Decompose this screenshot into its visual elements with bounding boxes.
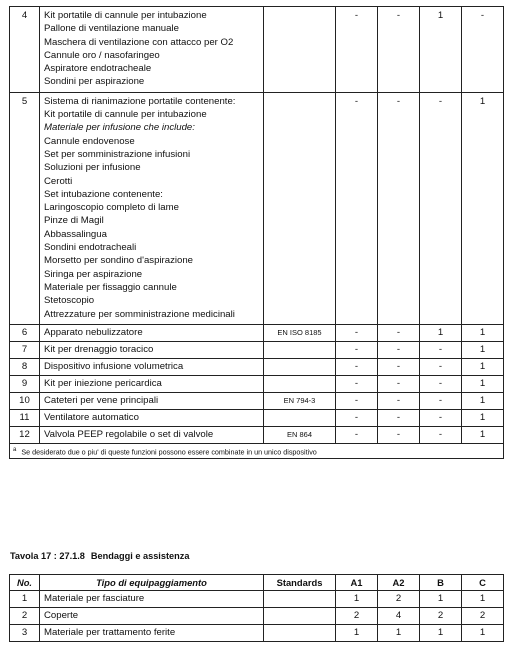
description-line: Soluzioni per infusione [44, 162, 141, 174]
row-standard [264, 341, 336, 358]
row-description: Coperte [40, 608, 264, 625]
row-description [40, 392, 264, 409]
row-standard [264, 409, 336, 426]
description-line: Attrezzature per somministrazione medicinali [44, 308, 235, 320]
table-row [10, 625, 504, 642]
row-value-a1: - [336, 409, 378, 426]
description-line: Cerotti [44, 175, 73, 187]
description-line: Cannule endovenose [44, 135, 135, 147]
table-row [10, 7, 504, 93]
description-line: Abbassalingua [44, 228, 107, 240]
equipment-table-continued [9, 6, 504, 459]
row-number: 6 [10, 324, 40, 341]
bandages-table-body [10, 591, 504, 642]
description-line: Cannule oro / nasofaringeo [44, 49, 160, 61]
row-value-c: 1 [462, 358, 504, 375]
description-line: Kit portatile di cannule per intubazione [44, 10, 207, 21]
row-value-a1: - [336, 7, 378, 93]
row-value-a2: - [378, 375, 420, 392]
row-number: 8 [10, 358, 40, 375]
description-line: Ventilatore automatico [44, 411, 139, 423]
header-standards: Standards [264, 575, 336, 591]
description-line: Kit per iniezione pericardica [44, 377, 162, 389]
row-standard [264, 92, 336, 324]
row-value-c: 2 [462, 608, 504, 625]
description-line: Sondini endotracheali [44, 242, 137, 254]
table-row [10, 92, 504, 324]
row-value-a2: 2 [378, 591, 420, 608]
row-value-b: - [420, 409, 462, 426]
table2-title: Tavola 17 : 27.1.8 [10, 551, 85, 561]
description-line: Set intubazione contenente: [44, 188, 163, 200]
row-value-b: 1 [420, 7, 462, 93]
row-standard [264, 7, 336, 93]
row-value-c: 1 [462, 426, 504, 443]
table-row [10, 409, 504, 426]
description-line: Maschera di ventilazione con attacco per O2 [44, 36, 234, 48]
description-line: Apparato nebulizzatore [44, 326, 143, 338]
row-standard: EN ISO 8185 [264, 324, 336, 341]
row-value-a1: - [336, 358, 378, 375]
table-row [10, 591, 504, 608]
row-value-a1: - [336, 341, 378, 358]
table-row [10, 358, 504, 375]
row-value-a2: - [378, 358, 420, 375]
row-value-b: - [420, 392, 462, 409]
table-row [10, 324, 504, 341]
row-number: 1 [10, 591, 40, 608]
row-value-a1: - [336, 92, 378, 324]
row-standard [264, 608, 336, 625]
row-number: 10 [10, 392, 40, 409]
row-description [40, 324, 264, 341]
row-value-a2: - [378, 92, 420, 324]
bandages-table [9, 574, 504, 642]
row-standard: EN 864 [264, 426, 336, 443]
table-row [10, 341, 504, 358]
description-line: Sondini per aspirazione [44, 76, 145, 88]
row-description [40, 341, 264, 358]
row-value-c: 1 [462, 625, 504, 642]
description-line: Dispositivo infusione volumetrica [44, 360, 184, 372]
row-standard [264, 358, 336, 375]
row-description [40, 358, 264, 375]
description-line: Morsetto per sondino d'aspirazione [44, 255, 194, 267]
row-value-c: 1 [462, 324, 504, 341]
row-value-a1: - [336, 324, 378, 341]
footnote-mark: a [13, 446, 17, 453]
row-description [40, 7, 264, 93]
row-value-b: - [420, 375, 462, 392]
row-number: 2 [10, 608, 40, 625]
row-value-a2: 1 [378, 625, 420, 642]
description-line: Sistema di rianimazione portatile contenente: [44, 95, 236, 107]
row-value-c: 1 [462, 591, 504, 608]
footnote-text: Se desiderato due o piu' di queste funzioni possono essere combinate in un unico dispositivo [21, 447, 317, 457]
row-value-b: 2 [420, 608, 462, 625]
table-row [10, 608, 504, 625]
row-value-a1: - [336, 426, 378, 443]
row-value-c: 1 [462, 392, 504, 409]
table-row [10, 392, 504, 409]
row-number: 5 [10, 92, 40, 324]
row-standard [264, 625, 336, 642]
header-no: No. [10, 575, 40, 591]
row-number: 11 [10, 409, 40, 426]
row-value-c: - [462, 7, 504, 93]
row-value-c: 1 [462, 409, 504, 426]
table2-caption [10, 551, 189, 561]
description-line: Pallone di ventilazione manuale [44, 23, 179, 35]
row-number: 12 [10, 426, 40, 443]
row-description [40, 92, 264, 324]
description-line: Materiale per infusione che include: [44, 122, 195, 134]
row-value-c: 1 [462, 341, 504, 358]
row-value-a1: - [336, 392, 378, 409]
row-value-a2: 4 [378, 608, 420, 625]
row-description [40, 375, 264, 392]
row-description [40, 426, 264, 443]
description-line: Siringa per aspirazione [44, 268, 143, 280]
table-row [10, 375, 504, 392]
row-description: Materiale per fasciature [40, 591, 264, 608]
row-number: 3 [10, 625, 40, 642]
row-value-b: 1 [420, 591, 462, 608]
row-value-c: 1 [462, 375, 504, 392]
row-value-b: 1 [420, 625, 462, 642]
row-value-b: - [420, 341, 462, 358]
header-b: B [420, 575, 462, 591]
row-value-a1: 2 [336, 608, 378, 625]
header-c: C [462, 575, 504, 591]
row-value-a1: 1 [336, 625, 378, 642]
description-line: Laringoscopio completo di lame [44, 202, 179, 214]
footnote-cell [10, 443, 504, 458]
row-standard [264, 375, 336, 392]
table2-subtitle: Bendaggi e assistenza [90, 551, 190, 561]
header-a1: A1 [336, 575, 378, 591]
description-line: Materiale per fissaggio cannule [44, 281, 177, 293]
description-line: Stetoscopio [44, 295, 95, 307]
row-value-b: - [420, 426, 462, 443]
header-tipo: Tipo di equipaggiamento [40, 575, 264, 591]
description-line: Cateteri per vene principali [44, 394, 159, 406]
row-value-a2: - [378, 324, 420, 341]
row-value-a2: - [378, 341, 420, 358]
table-row [10, 426, 504, 443]
row-description: Materiale per trattamento ferite [40, 625, 264, 642]
header-a2: A2 [378, 575, 420, 591]
row-number: 9 [10, 375, 40, 392]
equipment-table-body [10, 7, 504, 444]
row-standard: EN 794-3 [264, 392, 336, 409]
description-line: Kit portatile di cannule per intubazione [44, 109, 207, 121]
row-value-b: - [420, 358, 462, 375]
row-value-a1: 1 [336, 591, 378, 608]
description-line: Pinze di Magil [44, 215, 104, 227]
description-line: Aspiratore endotracheale [44, 63, 152, 75]
description-line: Kit per drenaggio toracico [44, 343, 154, 355]
row-number: 7 [10, 341, 40, 358]
row-description [40, 409, 264, 426]
footnote-row [10, 443, 504, 458]
row-value-a1: - [336, 375, 378, 392]
row-value-a2: - [378, 409, 420, 426]
row-value-a2: - [378, 426, 420, 443]
description-line: Set per somministrazione infusioni [44, 148, 191, 160]
description-line: Valvola PEEP regolabile o set di valvole [44, 428, 214, 440]
row-number: 4 [10, 7, 40, 93]
row-value-b: - [420, 92, 462, 324]
bandages-header-row [10, 575, 504, 591]
row-value-a2: - [378, 7, 420, 93]
row-value-a2: - [378, 392, 420, 409]
row-value-c: 1 [462, 92, 504, 324]
row-standard [264, 591, 336, 608]
row-value-b: 1 [420, 324, 462, 341]
